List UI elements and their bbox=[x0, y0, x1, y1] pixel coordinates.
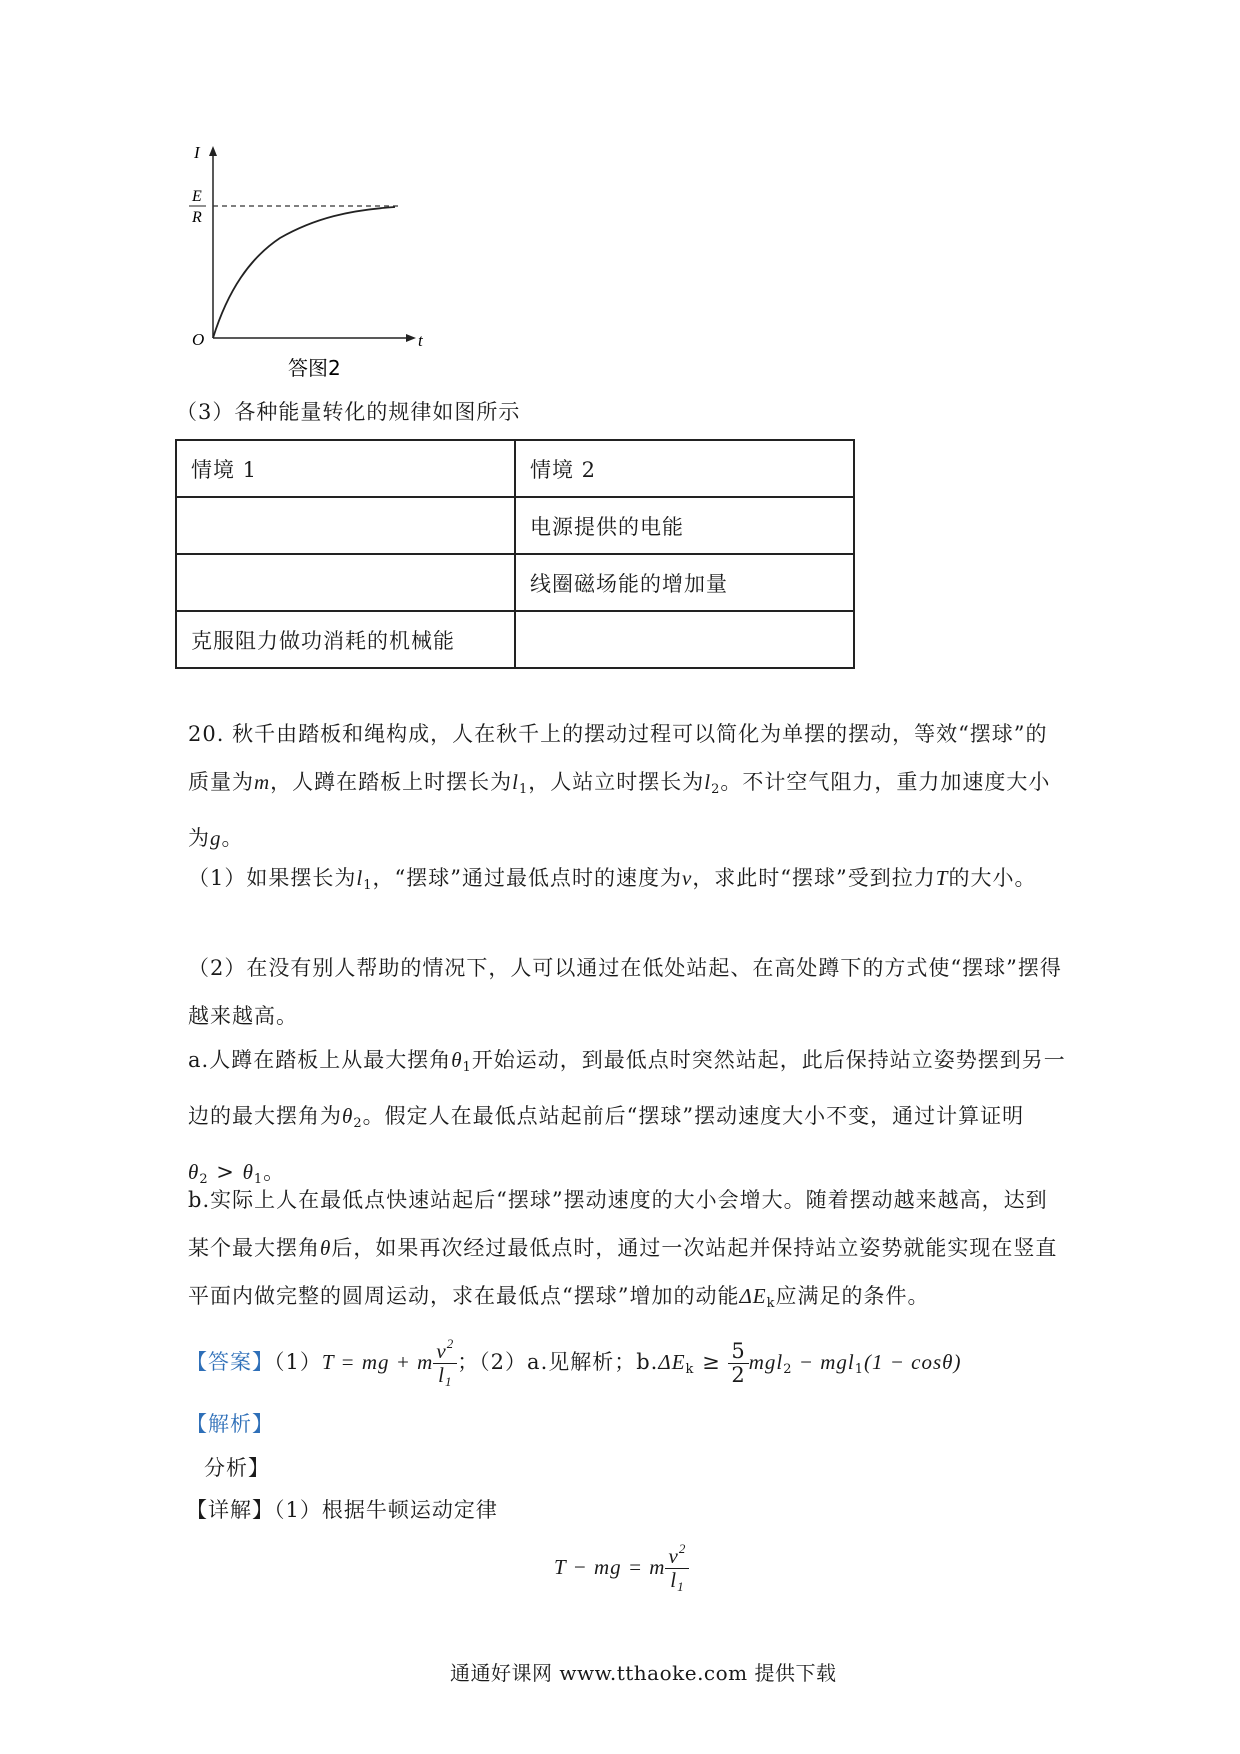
table-cell bbox=[176, 497, 515, 554]
table-row bbox=[176, 497, 854, 554]
question-20-part-2b: b.实际上人在最低点快速站起后“摆球”摆动速度的大小会增大。随着摆动越来越高，达到某个最大摆角θ后，如果再次经过最低点时，通过一次站起并保持站立姿势就能实现在竖直平面内做完整的圆周运动，求在最低点“摆球”增加的动能$\Delta E_k$应满足的条件。 bbox=[188, 1188, 1058, 1311]
table-header-row bbox=[176, 440, 854, 497]
detail-line: 【详解】（1）根据牛顿运动定律 bbox=[186, 1498, 498, 1522]
y-axis-arrow bbox=[209, 146, 217, 156]
newton-equation: T − mg = m $\frac{v^2}{l_1}$ bbox=[554, 1537, 689, 1597]
x-axis-label: t bbox=[418, 331, 423, 350]
origin-label: O bbox=[192, 330, 205, 349]
table-row bbox=[176, 554, 854, 611]
question-20-part-2: （2）在没有别人帮助的情况下，人可以通过在低处站起、在高处蹲下的方式使“摆球”摆得越来越高。 bbox=[188, 956, 1062, 1028]
y-axis-label: I bbox=[194, 143, 200, 162]
current-time-graph bbox=[180, 140, 440, 380]
fraction-v2-over-l1: $\frac{v^2}{l_1}$ bbox=[665, 1542, 689, 1594]
table-header-cell: 情境 1 bbox=[176, 440, 515, 497]
energy-conversion-table bbox=[175, 439, 855, 669]
table-cell bbox=[176, 554, 515, 611]
asymptote-label-denominator: R bbox=[192, 209, 202, 226]
page-footer: 通通好课网 www.tthaoke.com 提供下载 bbox=[450, 1661, 837, 1685]
current-curve bbox=[213, 207, 395, 338]
table-row bbox=[176, 611, 854, 668]
analysis-tag: 【解析】 bbox=[186, 1412, 274, 1436]
question-20-stem: 20. 秋千由踏板和绳构成，人在秋千上的摆动过程可以简化为单摆的摆动，等效“摆球”的质量为m，人蹲在踏板上时摆长为$l_1$，人站立时摆长为$l_2$。不计空气阻力，重力加速度大小为g。 bbox=[188, 722, 1051, 850]
question-20-part-1: （1）如果摆长为$l_1$，“摆球”通过最低点时的速度为v，求此时“摆球”受到拉力T的大小。 bbox=[188, 866, 1037, 893]
fraction-v2-over-l1: $\frac{v^2}{l_1}$ bbox=[433, 1337, 457, 1389]
fraction-5-over-2: $\frac{5}{2}$ bbox=[728, 1340, 748, 1387]
answer-line: 【答案】（1）T = mg + m $\frac{v^2}{l_1}$ ；（2）a.见解析；$b.\Delta E_k$ ≥ $\frac{5}{2}$ mgl$_2$ − mgl$_1$(1 − cosθ) bbox=[186, 1336, 962, 1390]
table-cell bbox=[515, 611, 854, 668]
question-20-part-2a: a.人蹲在踏板上从最大摆角$\theta_1$开始运动，到最低点时突然站起，此后保持站立姿势摆到另一边的最大摆角为$\theta_2$。假定人在最低点站起前后“摆球”摆动速度大小不变，通过计算证明 $\theta_2 > \theta_1$。 bbox=[188, 1048, 1066, 1187]
analysis-subheading: 分析】 bbox=[204, 1456, 270, 1480]
x-axis-arrow bbox=[406, 334, 416, 342]
table-cell: 克服阻力做功消耗的机械能 bbox=[176, 611, 515, 668]
table-header-cell: 情境 2 bbox=[515, 440, 854, 497]
answer-tag: 【答案】 bbox=[186, 1350, 274, 1374]
table-cell: 电源提供的电能 bbox=[515, 497, 854, 554]
asymptote-label-numerator: E bbox=[192, 188, 202, 205]
figure-caption: 答图2 bbox=[288, 356, 341, 380]
table-cell: 线圈磁场能的增加量 bbox=[515, 554, 854, 611]
section-3-heading: （3）各种能量转化的规律如图所示 bbox=[176, 400, 521, 424]
